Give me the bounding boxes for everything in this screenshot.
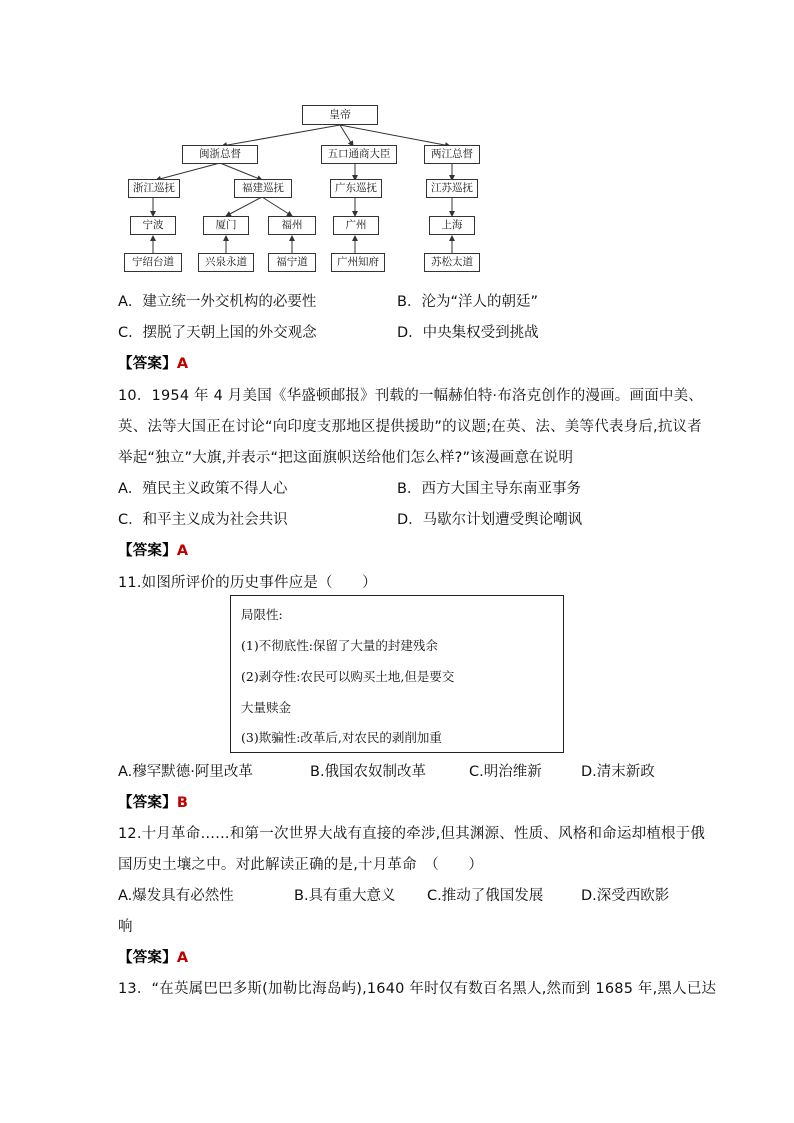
q10-option-b: B．西方大国主导东南亚事务 [397, 481, 581, 497]
node-guangdong: 广东巡抚 [330, 179, 382, 198]
q11-stem: 11.如图所评价的历史事件应是（ ） [118, 575, 377, 591]
q12-option-a: A.爆发具有必然性 [118, 888, 234, 904]
q9-answer [118, 352, 188, 373]
q11-answer [118, 791, 188, 812]
answer-letter: A [176, 543, 189, 559]
q10-line-2: 英、法等大国正在讨论“向印度支那地区提供援助”的议题;在英、法、美等代表身后,抗议者 [118, 419, 702, 435]
q9-option-c: C．摆脱了天朝上国的外交观念 [118, 325, 317, 341]
node-ningshaotai: 宁绍台道 [124, 253, 182, 272]
q13-line-1: 13．“在英属巴巴多斯(加勒比海岛屿),1640 年时仅有数百名黑人,然而到 1685 年,黑人已达 [118, 981, 717, 997]
node-fujian: 福建巡抚 [234, 179, 292, 198]
node-zhejiang: 浙江巡抚 [128, 179, 180, 198]
quote-line-5: (3)欺骗性:改革后,对农民的剥削加重 [241, 730, 442, 745]
quote-line-4: 大量赎金 [241, 700, 292, 715]
answer-label: 【答案】 [118, 795, 177, 811]
quote-line-2: (1)不彻底性:保留了大量的封建残余 [241, 638, 438, 653]
q12-option-d-continued: 响 [118, 919, 133, 935]
answer-letter: A [176, 950, 189, 966]
q11-option-b: B.俄国农奴制改革 [310, 764, 427, 780]
q12-option-b: B.具有重大意义 [294, 888, 396, 904]
answer-label: 【答案】 [118, 356, 177, 372]
node-fuzhou: 福州 [268, 216, 316, 235]
node-shanghai: 上海 [429, 216, 475, 235]
node-wukou: 五口通商大臣 [321, 145, 397, 164]
quote-line-3: (2)剥夺性:农民可以购买土地,但是要交 [241, 669, 455, 684]
q12-line-2: 国历史土壤之中。对此解读正确的是,十月革命 （ ） [118, 857, 484, 873]
node-jiangsu: 江苏巡抚 [426, 179, 478, 198]
answer-label: 【答案】 [118, 543, 177, 559]
node-susongtai: 苏松太道 [424, 253, 480, 272]
node-xingquanyong: 兴泉永道 [198, 253, 254, 272]
node-funing: 福宁道 [268, 253, 316, 272]
quote-line-1: 局限性: [241, 607, 283, 622]
q10-option-d: D．马歇尔计划遭受舆论嘲讽 [397, 512, 583, 528]
answer-letter: B [176, 795, 189, 811]
q10-option-c: C．和平主义成为社会共识 [118, 512, 288, 528]
node-emperor: 皇帝 [302, 105, 378, 125]
q11-quote-box [230, 595, 564, 753]
q11-option-c: C.明治维新 [469, 764, 542, 780]
q10-line-1: 10．1954 年 4 月美国《华盛顿邮报》刊载的一幅赫伯特·布洛克创作的漫画。画面中美、 [118, 388, 704, 404]
q9-option-d: D．中央集权受到挑战 [397, 325, 539, 341]
org-chart-connectors [0, 0, 794, 300]
node-ningbo: 宁波 [130, 216, 176, 235]
node-minzhe: 闽浙总督 [182, 145, 258, 164]
answer-letter: A [176, 356, 189, 372]
q11-option-d: D.清末新政 [581, 764, 655, 780]
q12-option-c: C.推动了俄国发展 [427, 888, 544, 904]
q9-option-b: B．沦为“洋人的朝廷” [397, 294, 538, 310]
q12-line-1: 12.十月革命……和第一次世界大战有直接的牵涉,但其渊源、性质、风格和命运却植根于俄 [118, 826, 706, 842]
q11-option-a: A.穆罕默德·阿里改革 [118, 764, 253, 780]
node-xiamen: 厦门 [203, 216, 249, 235]
q10-line-3: 举起“独立”大旗,并表示“把这面旗帜送给他们怎么样?”该漫画意在说明 [118, 450, 574, 466]
answer-label: 【答案】 [118, 950, 177, 966]
node-guangzhou: 广州 [333, 216, 379, 235]
node-guangzhouzhifu: 广州知府 [331, 253, 385, 272]
node-liangjiang: 两江总督 [424, 145, 480, 164]
q10-option-a: A．殖民主义政策不得人心 [118, 481, 288, 497]
q12-answer [118, 946, 188, 967]
q9-option-a: A．建立统一外交机构的必要性 [118, 294, 317, 310]
q12-option-d: D.深受西欧影 [581, 888, 670, 904]
q10-answer [118, 539, 188, 560]
